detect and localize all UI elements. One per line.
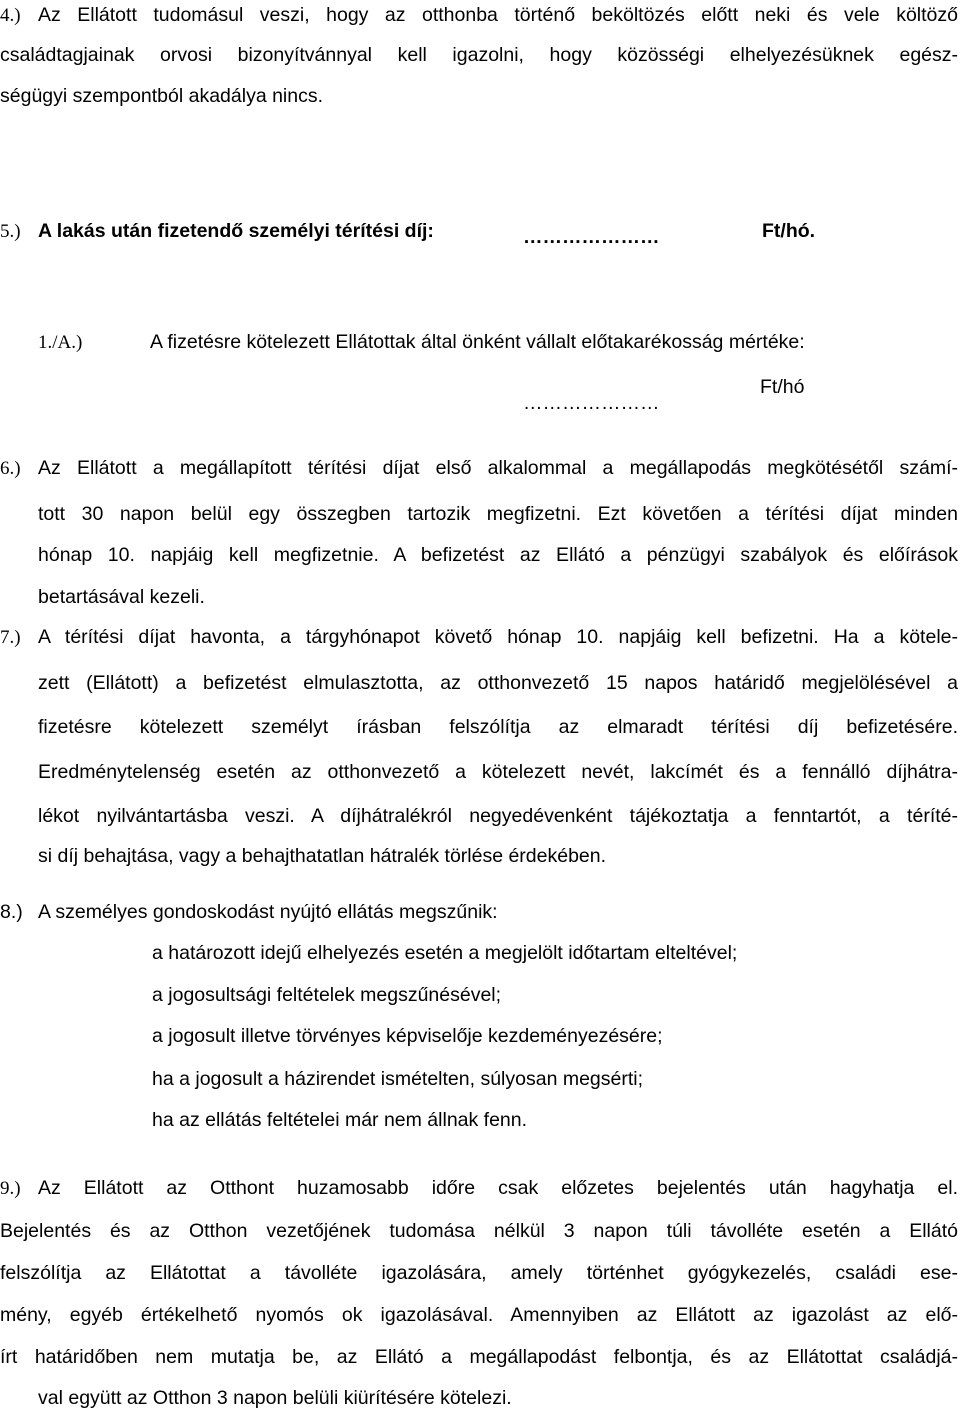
clause-8-number: 8.) — [0, 901, 23, 923]
clause-7-text-line: zett (Ellátott) a befizetést elmulasztotta, az otthonvezető 15 napos határidő megjelölésével a — [38, 672, 958, 694]
clause-6-number: 6.) — [0, 458, 21, 479]
clause-9-text-line: Az Ellátott az Otthont huzamosabb időre csak előzetes bejelentés után hagyhatja el. — [38, 1177, 958, 1199]
clause-8-condition: a jogosultsági feltételek megszűnésével; — [152, 984, 502, 1006]
clause-6-text-line: Az Ellátott a megállapított térítési díjat első alkalommal a megállapodás megkötésétől számí- — [38, 457, 958, 479]
clause-9-text-line: val együtt az Otthon 3 napon belüli kiürítésére kötelezi. — [38, 1387, 512, 1409]
clause-7-text-line: fizetésre kötelezett személyt írásban felszólítja az elmaradt térítési díj befizetésére. — [38, 716, 958, 738]
clause-7-text-line: Eredménytelenség esetén az otthonvezető a kötelezett nevét, lakcímét és a fennálló díjhátra- — [38, 761, 958, 783]
clause-4-text-line: családtagjainak orvosi bizonyítvánnyal kell igazolni, hogy közösségi elhelyezésüknek egész- — [0, 44, 958, 66]
clause-1a-label: A fizetésre kötelezett Ellátottak által önként vállalt előtakarékosság mértéke: — [150, 331, 805, 353]
clause-9-text-line: mény, egyéb értékelhető nyomós ok igazolásával. Amennyiben az Ellátott az igazolást az elő- — [0, 1304, 958, 1326]
clause-1a-unit: Ft/hó — [760, 376, 805, 398]
clause-7-text-line: A térítési díjat havonta, a tárgyhónapot követő hónap 10. napjáig kell befizetni. Ha a kötele- — [38, 626, 958, 648]
clause-8-condition: a jogosult illetve törvényes képviselője kezdeményezésére; — [152, 1025, 663, 1047]
clause-8-condition: ha az ellátás feltételei már nem állnak fenn. — [152, 1109, 528, 1131]
clause-7-number: 7.) — [0, 627, 21, 648]
clause-9-text-line: Bejelentés és az Otthon vezetőjének tudomása nélkül 3 napon túli távolléte esetén a Ellátó — [0, 1220, 958, 1242]
clause-5-amount-blank: ………………… — [523, 226, 660, 248]
clause-1a-amount-blank: ………………… — [523, 392, 660, 414]
clause-8-condition: a határozott idejű elhelyezés esetén a megjelölt időtartam elteltével; — [152, 942, 738, 964]
clause-8-intro: A személyes gondoskodást nyújtó ellátás megszűnik: — [38, 901, 498, 923]
clause-7-text-line: si díj behajtása, vagy a behajthatatlan hátralék törlése érdekében. — [38, 845, 607, 867]
clause-1a-number: 1./A.) — [38, 332, 83, 353]
clause-4-number: 4.) — [0, 5, 21, 26]
clause-4-line-1 — [0, 3, 21, 28]
clause-5-number: 5.) — [0, 221, 21, 242]
clause-6-text-line: tott 30 napon belül egy összegben tartozik megfizetni. Ezt követően a térítési díjat minden — [38, 503, 958, 525]
clause-8-condition: ha a jogosult a házirendet ismételten, súlyosan megsérti; — [152, 1068, 644, 1090]
clause-4-text-line: ségügyi szempontból akadálya nincs. — [0, 85, 324, 107]
clause-5-unit: Ft/hó. — [762, 220, 816, 242]
clause-9-text-line: felszólítja az Ellátottat a távolléte igazolására, amely történhet gyógykezelés, családi ese- — [0, 1262, 958, 1284]
clause-5-label: A lakás után fizetendő személyi térítési díj: — [38, 220, 434, 242]
clause-4-text-line: Az Ellátott tudomásul veszi, hogy az otthonba történő beköltözés előtt neki és vele költöző — [38, 4, 958, 26]
clause-7-text-line: lékot nyilvántartásba veszi. A díjhátralékról negyedévenként tájékoztatja a fenntartót, a téríté- — [38, 805, 958, 827]
clause-6-text-line: betartásával kezeli. — [38, 586, 205, 608]
clause-6-text-line: hónap 10. napjáig kell megfizetnie. A befizetést az Ellátó a pénzügyi szabályok és előírások — [38, 544, 958, 566]
clause-9-text-line: írt határidőben nem mutatja be, az Ellátó a megállapodást felbontja, és az Ellátottat családjá- — [0, 1346, 958, 1368]
clause-9-number: 9.) — [0, 1178, 21, 1199]
